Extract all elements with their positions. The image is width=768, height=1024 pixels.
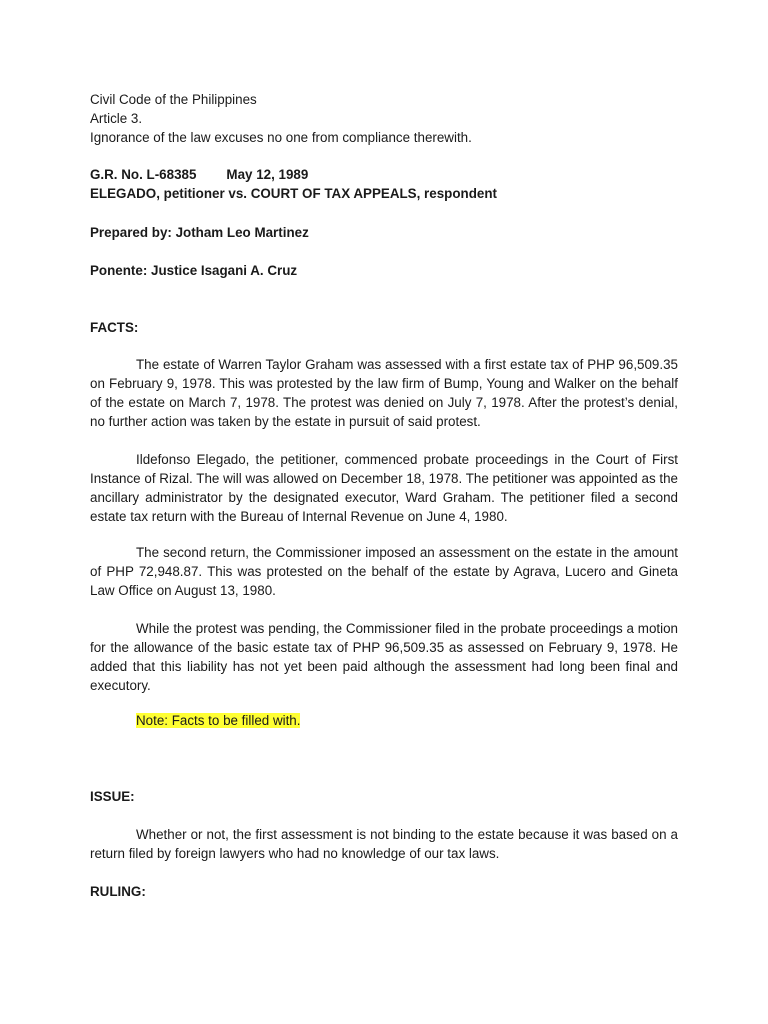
facts-paragraph-1: The estate of Warren Taylor Graham was assessed with a first estate tax of PHP 96,509.35 on February 9, 1978. This was protested by the law firm of Bump, Young and Walker on the behalf of the estate on March 7, 1978. The protest was denied on July 7, 1978. After the protest’s denial, no further action was taken by the estate in pursuit of said protest. [90, 357, 678, 429]
prepared-by: Prepared by: Jotham Leo Martinez [90, 225, 309, 240]
gr-number: G.R. No. L-68385 [90, 167, 197, 182]
gr-line [90, 165, 308, 184]
note-highlight: Note: Facts to be filled with. [136, 713, 301, 728]
code-title: Civil Code of the Philippines [90, 92, 257, 107]
ponente: Ponente: Justice Isagani A. Cruz [90, 263, 298, 278]
case-parties: ELEGADO, petitioner vs. COURT OF TAX APPEALS, respondent [90, 186, 497, 201]
facts-paragraph-2: Ildefonso Elegado, the petitioner, commenced probate proceedings in the Court of First Instance of Rizal. The will was allowed on December 18, 1978. The petitioner was appointed as the ancillary administrator by the designated executor, Ward Graham. The petitioner filed a second estate tax return with the Bureau of Internal Revenue on June 4, 1980. [90, 452, 678, 524]
issue-text: Whether or not, the first assessment is not binding to the estate because it was based on a return filed by foreign lawyers who had no knowledge of our tax laws. [90, 827, 678, 861]
facts-paragraph-3: The second return, the Commissioner imposed an assessment on the estate in the amount of PHP 72,948.87. This was protested on the behalf of the estate by Agrava, Lucero and Gineta Law Office on August 13, 1980. [90, 545, 678, 598]
facts-note [90, 711, 678, 730]
ruling-heading: RULING: [90, 884, 146, 899]
facts-heading: FACTS: [90, 320, 139, 335]
article-text: Ignorance of the law excuses no one from compliance therewith. [90, 130, 472, 145]
article-number: Article 3. [90, 111, 143, 126]
issue-heading: ISSUE: [90, 789, 135, 804]
case-date: May 12, 1989 [226, 167, 309, 182]
facts-paragraph-4: While the protest was pending, the Commissioner filed in the probate proceedings a motion for the allowance of the basic estate tax of PHP 96,509.35 as assessed on February 9, 1978. He added that this liability has not yet been paid although the assessment had long been final and executory. [90, 621, 678, 693]
